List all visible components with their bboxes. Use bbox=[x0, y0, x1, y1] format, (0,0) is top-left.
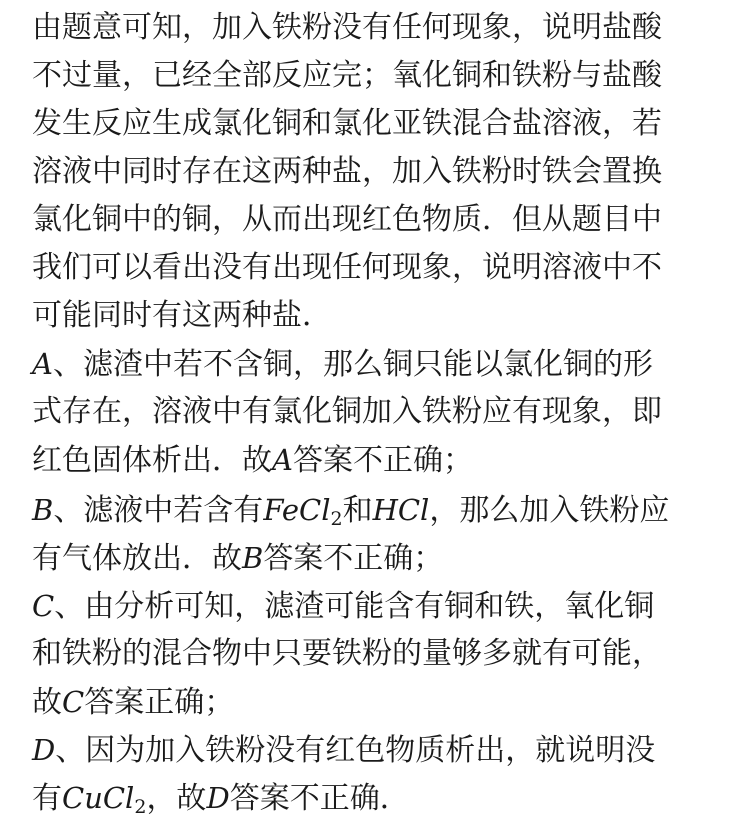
option-a-line bbox=[32, 340, 653, 388]
option-a-ref: A bbox=[272, 443, 293, 477]
option-d-text: 答案不正确． bbox=[229, 781, 410, 816]
option-b-text: 有气体放出．故 bbox=[32, 541, 242, 576]
paragraph-line: 氯化铜中的铜，从而出现红色物质．但从题目中 bbox=[32, 202, 662, 237]
option-c-line: 和铁粉的混合物中只要铁粉的量够多就有可能， bbox=[32, 636, 662, 671]
option-c-text: 、由分析可知，滤渣可能含有铜和铁，氧化铜 bbox=[54, 589, 655, 624]
paragraph-line: 可能同时有这两种盐． bbox=[32, 298, 332, 333]
option-a-text: 、滤渣中若不含铜，那么铜只能以氯化铜的形 bbox=[52, 347, 653, 382]
option-d-text: 、因为加入铁粉没有红色物质析出，就说明没 bbox=[55, 733, 656, 768]
option-b-text: 和 bbox=[342, 493, 373, 528]
option-d-text: ，故 bbox=[146, 781, 207, 816]
formula-base: CuCl bbox=[62, 781, 135, 815]
option-a-text: 红色固体析出．故 bbox=[32, 443, 272, 478]
option-c-line bbox=[32, 582, 654, 630]
formula-base: FeCl bbox=[263, 493, 331, 527]
option-d-line bbox=[32, 774, 410, 822]
option-d-text: 有 bbox=[32, 781, 62, 816]
option-b-ref: B bbox=[242, 541, 264, 575]
option-c-letter: C bbox=[32, 589, 55, 623]
option-c-text: 故 bbox=[32, 685, 62, 720]
option-a-letter: A bbox=[32, 347, 53, 381]
option-b-line bbox=[32, 534, 443, 582]
formula-fecl2 bbox=[263, 493, 343, 530]
option-a-line: 式存在，溶液中有氯化铜加入铁粉应有现象，即 bbox=[32, 394, 662, 429]
option-b-text: 、滤液中若含有 bbox=[53, 493, 264, 528]
formula-subscript: 2 bbox=[330, 508, 343, 530]
formula-subscript: 2 bbox=[134, 796, 147, 818]
paragraph-line: 不过量，已经全部反应完；氧化铜和铁粉与盐酸 bbox=[32, 58, 662, 93]
option-d-ref: D bbox=[206, 781, 230, 815]
option-b-line bbox=[32, 486, 669, 534]
option-c-text: 答案正确； bbox=[84, 685, 235, 720]
paragraph-line: 溶液中同时存在这两种盐，加入铁粉时铁会置换 bbox=[32, 154, 662, 189]
option-b-text: ，那么加入铁粉应 bbox=[429, 493, 670, 528]
formula-hcl: HCl bbox=[372, 493, 430, 527]
paragraph-line: 发生反应生成氯化铜和氯化亚铁混合盐溶液，若 bbox=[32, 106, 662, 141]
option-c-line bbox=[32, 678, 234, 726]
option-d-letter: D bbox=[32, 733, 56, 767]
formula-cucl2 bbox=[62, 781, 147, 818]
option-c-ref: C bbox=[62, 685, 85, 719]
option-b-letter: B bbox=[32, 493, 54, 527]
option-d-line bbox=[32, 726, 655, 774]
option-b-text: 答案不正确； bbox=[263, 541, 444, 576]
option-a-line bbox=[32, 436, 473, 484]
option-a-text: 答案不正确； bbox=[292, 443, 473, 478]
paragraph-line: 由题意可知，加入铁粉没有任何现象，说明盐酸 bbox=[32, 10, 662, 45]
paragraph-line: 我们可以看出没有出现任何现象，说明溶液中不 bbox=[32, 250, 662, 285]
